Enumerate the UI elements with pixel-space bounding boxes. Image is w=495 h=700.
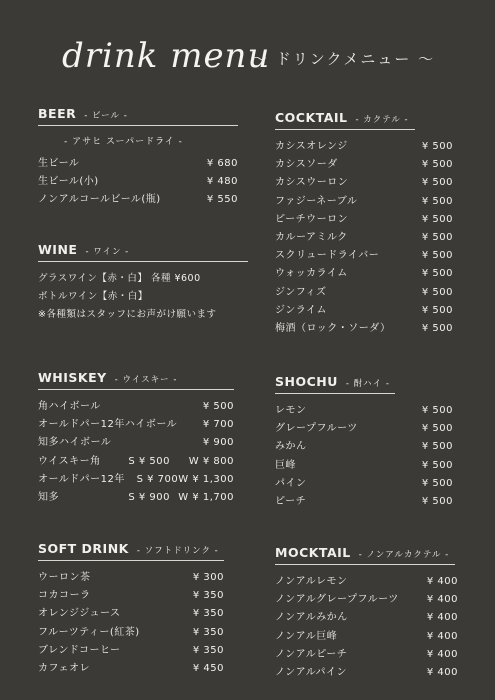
menu-item-price: ¥ 500 — [421, 286, 453, 298]
menu-item-price: ¥ 400 — [426, 612, 458, 624]
section-header — [275, 545, 455, 565]
menu-item-price: ¥ 350 — [192, 608, 224, 620]
section-subtitle: - ワイン - — [85, 247, 130, 257]
menu-item-name: カシスウーロン — [275, 177, 349, 189]
section-subtitle: - ウイスキー - — [114, 375, 178, 385]
menu-item-name: ウォッカライム — [275, 268, 348, 280]
menu-item-price: ¥ 500 — [421, 213, 453, 225]
menu-item-row — [38, 155, 238, 173]
section-header — [275, 374, 395, 394]
menu-item-name: カシスソーダ — [275, 159, 338, 171]
menu-item-price: ¥ 350 — [192, 644, 224, 656]
menu-item-name: カルーアミルク — [275, 232, 348, 244]
menu-item-price: ¥ 400 — [426, 648, 458, 660]
menu-item-name: オールドパー12年ハイボール — [38, 419, 178, 431]
menu-item-name: オレンジジュース — [38, 608, 121, 620]
section-header — [38, 370, 234, 390]
menu-item-price: ¥ 500 — [421, 304, 453, 316]
menu-item-price: ¥ 500 — [421, 477, 453, 489]
menu-item-name: ノンアル巨峰 — [275, 630, 338, 642]
menu-item-row — [275, 247, 453, 265]
menu-item-price: ¥ 900 — [202, 437, 234, 449]
wine-line-glass: グラスワイン【赤・白】 各種 ¥600 — [38, 273, 201, 284]
menu-item-price: ¥ 400 — [426, 667, 458, 679]
menu-item-name: ウーロン茶 — [38, 572, 91, 583]
menu-item-row — [38, 416, 234, 434]
menu-item-name: ノンアルレモン — [275, 576, 348, 587]
section-title: SOFT DRINK — [38, 541, 129, 556]
menu-item-row — [275, 211, 453, 229]
menu-item-row — [275, 420, 453, 438]
menu-item-row — [275, 402, 453, 420]
menu-item-row — [38, 434, 234, 452]
menu-item-row — [38, 489, 234, 507]
cocktail-list — [275, 138, 453, 338]
section-subtitle: - カクテル - — [355, 115, 409, 125]
menu-item-row — [275, 457, 453, 475]
section-title: COCKTAIL — [275, 110, 348, 125]
single-price: S ¥ 700 — [136, 473, 179, 485]
menu-item-row — [38, 453, 234, 471]
menu-item-name: ノンアルコールビール(瓶) — [38, 194, 161, 206]
menu-item-name: ジンライム — [275, 304, 327, 316]
section-cocktail — [275, 110, 453, 338]
menu-item-row — [275, 265, 453, 283]
section-subtitle: - ソフトドリンク - — [136, 546, 219, 556]
menu-subtitle: 〜 ドリンクメニュー 〜 — [252, 50, 436, 68]
menu-item-price: ¥ 350 — [192, 626, 224, 638]
mocktail-list — [275, 573, 458, 682]
beer-brand-note: - アサヒ スーパードライ - — [64, 137, 183, 147]
menu-item-price: ¥ 300 — [192, 572, 224, 583]
menu-item-name: オールドパー12年 — [38, 473, 125, 485]
menu-item-name: ノンアルグレープフルーツ — [275, 594, 399, 606]
menu-item-price: ¥ 500 — [421, 268, 453, 280]
menu-item-price: ¥ 500 — [421, 195, 453, 207]
whiskey-list — [38, 398, 234, 453]
menu-item-name: ピーチウーロン — [275, 213, 349, 225]
menu-item-row — [275, 156, 453, 174]
menu-item-row — [275, 493, 453, 511]
section-subtitle: - 酎ハイ - — [345, 379, 390, 389]
double-price: W ¥ 800 — [188, 455, 234, 467]
single-price: S ¥ 900 — [128, 492, 170, 504]
section-shochu — [275, 374, 453, 511]
menu-item-price: ¥ 500 — [421, 141, 453, 152]
menu-item-name: 生ビール — [38, 158, 80, 169]
section-header — [38, 242, 248, 262]
section-title: WHISKEY — [38, 370, 107, 385]
section-subtitle: - ノンアルカクテル - — [358, 550, 450, 560]
menu-item-name: カフェオレ — [38, 663, 90, 675]
section-wine — [38, 242, 248, 324]
section-header — [38, 541, 224, 561]
menu-item-price: ¥ 400 — [426, 594, 458, 606]
menu-item-price: ¥ 500 — [421, 496, 453, 508]
menu-item-price: ¥ 500 — [421, 177, 453, 189]
menu-item-name: 知多 — [38, 492, 59, 504]
section-mocktail — [275, 545, 458, 682]
menu-item-row — [38, 660, 224, 678]
section-subtitle: - ビール - — [84, 111, 128, 121]
menu-item-price: ¥ 500 — [202, 401, 234, 412]
menu-item-price: ¥ 680 — [206, 158, 238, 169]
menu-item-row — [38, 642, 224, 660]
menu-item-name: 巨峰 — [275, 459, 296, 471]
menu-item-row — [275, 302, 453, 320]
whiskey-sized-list — [38, 453, 234, 508]
section-soft-drink — [38, 541, 224, 678]
menu-item-price: ¥ 400 — [426, 630, 458, 642]
menu-item-row — [275, 193, 453, 211]
menu-item-row — [275, 284, 453, 302]
menu-item-name: ノンアルピーチ — [275, 648, 348, 660]
menu-item-name: コカコーラ — [38, 590, 91, 602]
menu-item-name: カシスオレンジ — [275, 141, 348, 152]
menu-item-price: ¥ 400 — [426, 576, 458, 587]
menu-item-name: ファジーネーブル — [275, 195, 358, 207]
shochu-list — [275, 402, 453, 511]
menu-item-price: ¥ 500 — [421, 405, 453, 416]
section-title: MOCKTAIL — [275, 545, 351, 560]
menu-item-name: グレープフルーツ — [275, 423, 358, 435]
menu-item-name: 知多ハイボール — [38, 437, 112, 449]
menu-item-name: パイン — [275, 477, 307, 489]
double-price: W ¥ 1,700 — [178, 492, 234, 504]
menu-item-row — [38, 173, 238, 191]
soft-drink-list — [38, 569, 224, 678]
section-header — [275, 110, 415, 130]
section-beer — [38, 106, 238, 210]
menu-item-row — [275, 591, 458, 609]
menu-header — [0, 22, 495, 92]
menu-script-title: drink menu — [62, 36, 271, 76]
menu-item-row — [38, 587, 224, 605]
menu-item-name: 角ハイボール — [38, 401, 101, 412]
menu-item-name: 梅酒（ロック・ソーダ） — [275, 323, 391, 335]
menu-item-row — [275, 475, 453, 493]
menu-item-name: ノンアルパイン — [275, 667, 347, 679]
beer-list — [38, 155, 238, 210]
menu-item-name: フルーツティー(紅茶) — [38, 626, 140, 638]
menu-item-row — [38, 191, 238, 209]
menu-item-row — [38, 605, 224, 623]
menu-item-row — [38, 569, 224, 587]
double-price: W ¥ 1,300 — [178, 473, 234, 485]
menu-item-price: ¥ 550 — [206, 194, 238, 206]
section-header — [38, 106, 238, 126]
menu-item-price: ¥ 350 — [192, 590, 224, 602]
menu-item-price: ¥ 500 — [421, 159, 453, 171]
menu-item-row — [38, 624, 224, 642]
menu-item-name: 生ビール(小) — [38, 176, 99, 188]
menu-item-name: ノンアルみかん — [275, 612, 348, 624]
menu-item-name: ブレンドコーヒー — [38, 644, 121, 656]
menu-item-name: ジンフィズ — [275, 286, 327, 298]
menu-item-row — [275, 646, 458, 664]
menu-item-row — [275, 174, 453, 192]
menu-item-price: ¥ 500 — [421, 250, 453, 262]
menu-item-row — [275, 229, 453, 247]
section-whiskey — [38, 370, 234, 507]
menu-item-name: みかん — [275, 441, 307, 453]
menu-item-name: ウイスキー角 — [38, 455, 101, 467]
menu-item-price: ¥ 450 — [192, 663, 224, 675]
menu-item-name: レモン — [275, 405, 307, 416]
menu-item-price: ¥ 500 — [421, 232, 453, 244]
wine-line-note: ※各種類はスタッフにお声がけ願います — [38, 309, 217, 320]
single-price: S ¥ 500 — [128, 455, 170, 467]
menu-item-row — [275, 664, 458, 682]
menu-item-price: ¥ 500 — [421, 323, 453, 335]
menu-item-row — [38, 471, 234, 489]
menu-item-row — [38, 398, 234, 416]
menu-item-price: ¥ 500 — [421, 441, 453, 453]
menu-item-row — [275, 628, 458, 646]
menu-item-row — [275, 573, 458, 591]
menu-item-name: ピーチ — [275, 496, 307, 508]
section-title: SHOCHU — [275, 374, 338, 389]
menu-item-name: スクリュードライバー — [275, 250, 380, 262]
menu-item-price: ¥ 500 — [421, 423, 453, 435]
section-title: BEER — [38, 106, 77, 121]
menu-item-price: ¥ 500 — [421, 459, 453, 471]
menu-item-row — [275, 320, 453, 338]
section-title: WINE — [38, 242, 78, 257]
menu-item-price: ¥ 480 — [206, 176, 238, 188]
menu-item-row — [275, 138, 453, 156]
menu-item-row — [275, 438, 453, 456]
wine-line-bottle: ボトルワイン【赤・白】 — [38, 291, 148, 302]
menu-item-price: ¥ 700 — [202, 419, 234, 431]
menu-item-row — [275, 609, 458, 627]
